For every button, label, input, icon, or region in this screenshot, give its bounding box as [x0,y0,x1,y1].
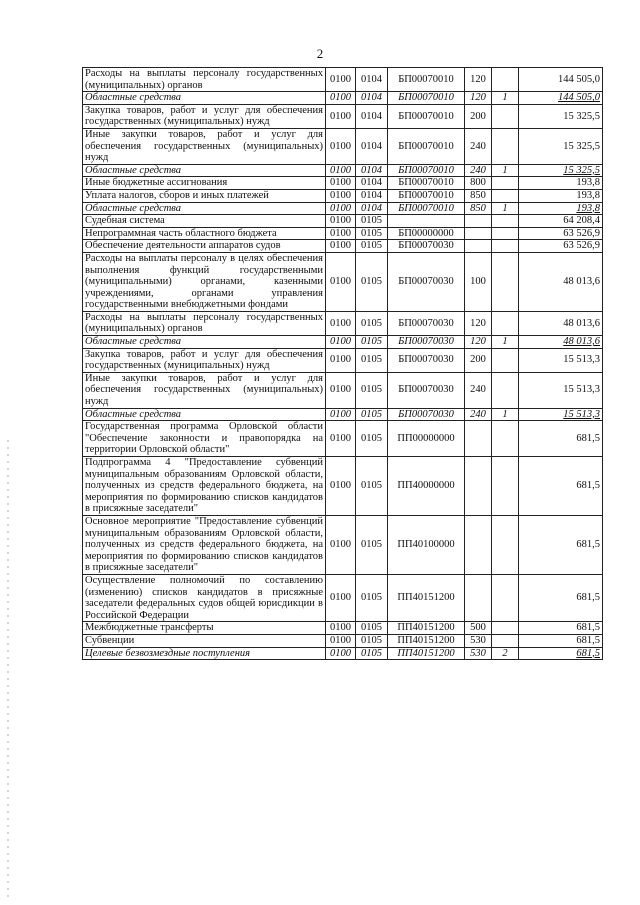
row-section-code: 0100 [326,227,356,240]
row-expense-type: 200 [465,348,492,372]
row-amount: 15 513,3 [519,408,603,421]
row-expense-type: 240 [465,408,492,421]
row-funding-source [492,515,519,574]
row-section-code: 0100 [326,68,356,92]
table-row [83,252,603,311]
table-row [83,348,603,372]
row-expense-type: 120 [465,311,492,335]
row-name: Обеспечение деятельности аппаратов судов [83,240,326,253]
row-section-code: 0100 [326,336,356,349]
row-target-article: ПП40000000 [388,457,465,516]
row-amount: 48 013,6 [519,336,603,349]
row-expense-type: 240 [465,372,492,408]
row-amount: 63 526,9 [519,240,603,253]
row-amount: 681,5 [519,515,603,574]
row-expense-type: 120 [465,92,492,105]
row-subsection-code: 0104 [356,202,388,215]
row-target-article: БП00000000 [388,227,465,240]
row-subsection-code: 0105 [356,515,388,574]
row-expense-type: 800 [465,177,492,190]
row-section-code: 0100 [326,647,356,660]
row-amount: 144 505,0 [519,92,603,105]
row-expense-type: 120 [465,336,492,349]
row-expense-type: 240 [465,128,492,164]
row-target-article: БП00070010 [388,189,465,202]
row-section-code: 0100 [326,348,356,372]
row-name: Субвенции [83,634,326,647]
row-funding-source: 1 [492,408,519,421]
row-target-article: БП00070010 [388,68,465,92]
row-name: Расходы на выплаты персоналу государственных (муниципальных) органов [83,68,326,92]
row-expense-type [465,515,492,574]
row-name: Областные средства [83,92,326,105]
row-funding-source [492,311,519,335]
row-name: Уплата налогов, сборов и иных платежей [83,189,326,202]
row-target-article [388,215,465,228]
row-name: Межбюджетные трансферты [83,622,326,635]
table-row [83,92,603,105]
row-target-article: ПП40151200 [388,622,465,635]
row-funding-source: 1 [492,92,519,105]
row-target-article: БП00070030 [388,240,465,253]
row-section-code: 0100 [326,128,356,164]
row-expense-type: 530 [465,647,492,660]
table-row [83,622,603,635]
row-name: Непрограммная часть областного бюджета [83,227,326,240]
row-section-code: 0100 [326,240,356,253]
row-funding-source: 2 [492,647,519,660]
table-row [83,647,603,660]
row-expense-type: 240 [465,164,492,177]
row-subsection-code: 0104 [356,92,388,105]
row-section-code: 0100 [326,164,356,177]
row-section-code: 0100 [326,574,356,621]
table-row [83,177,603,190]
row-name: Закупка товаров, работ и услуг для обеспечения государственных (муниципальных) нужд [83,348,326,372]
row-target-article: ПП40151200 [388,647,465,660]
row-target-article: БП00070030 [388,408,465,421]
table-row [83,634,603,647]
row-funding-source [492,457,519,516]
table-row [83,68,603,92]
row-name: Подпрограмма 4 "Предоставление субвенций муниципальным образованиям Орловской области, полученных из средств федерального бюджета, на мероприятия по формированию списков кандидатов в присяжные заседатели" [83,457,326,516]
row-amount: 681,5 [519,421,603,457]
row-subsection-code: 0105 [356,647,388,660]
row-section-code: 0100 [326,408,356,421]
row-target-article: ПП00000000 [388,421,465,457]
table-row [83,421,603,457]
row-subsection-code: 0104 [356,177,388,190]
row-subsection-code: 0104 [356,68,388,92]
table-row [83,457,603,516]
row-target-article: БП00070010 [388,128,465,164]
row-subsection-code: 0105 [356,240,388,253]
row-name: Областные средства [83,336,326,349]
row-subsection-code: 0105 [356,457,388,516]
row-subsection-code: 0104 [356,128,388,164]
row-funding-source [492,177,519,190]
row-amount: 48 013,6 [519,252,603,311]
row-funding-source [492,622,519,635]
row-section-code: 0100 [326,421,356,457]
row-section-code: 0100 [326,457,356,516]
row-name: Иные закупки товаров, работ и услуг для обеспечения государственных (муниципальных) нужд [83,128,326,164]
scan-margin-marks [7,440,9,900]
row-subsection-code: 0105 [356,215,388,228]
row-expense-type: 500 [465,622,492,635]
row-subsection-code: 0104 [356,104,388,128]
row-subsection-code: 0105 [356,408,388,421]
row-section-code: 0100 [326,634,356,647]
row-section-code: 0100 [326,515,356,574]
row-subsection-code: 0105 [356,622,388,635]
row-target-article: ПП40151200 [388,634,465,647]
row-expense-type [465,421,492,457]
row-subsection-code: 0104 [356,164,388,177]
row-amount: 681,5 [519,647,603,660]
row-funding-source [492,128,519,164]
row-funding-source [492,227,519,240]
page-number: 2 [316,46,324,61]
table-row [83,164,603,177]
row-target-article: БП00070030 [388,348,465,372]
row-amount: 15 513,3 [519,372,603,408]
row-target-article: БП00070010 [388,202,465,215]
budget-table-body [83,68,603,660]
row-section-code: 0100 [326,189,356,202]
row-expense-type [465,240,492,253]
row-amount: 15 325,5 [519,164,603,177]
row-subsection-code: 0105 [356,227,388,240]
row-expense-type: 850 [465,189,492,202]
row-amount: 63 526,9 [519,227,603,240]
row-funding-source [492,215,519,228]
row-amount: 15 325,5 [519,128,603,164]
row-target-article: БП00070010 [388,92,465,105]
budget-table [82,67,603,660]
row-expense-type: 120 [465,68,492,92]
row-section-code: 0100 [326,202,356,215]
row-name: Расходы на выплаты персоналу в целях обеспечения выполнения функций государственными (муниципальными) органами, казенными учреждениями, органами управления государственными внебюджетными фондами [83,252,326,311]
row-funding-source [492,240,519,253]
row-name: Осуществление полномочий по составлению (изменению) списков кандидатов в присяжные заседатели федеральных судов общей юрисдикции в Российской Федерации [83,574,326,621]
row-section-code: 0100 [326,215,356,228]
row-funding-source [492,189,519,202]
table-row [83,408,603,421]
row-amount: 681,5 [519,574,603,621]
row-section-code: 0100 [326,104,356,128]
row-funding-source: 1 [492,336,519,349]
row-expense-type: 200 [465,104,492,128]
row-expense-type [465,574,492,621]
row-name: Расходы на выплаты персоналу государственных (муниципальных) органов [83,311,326,335]
row-subsection-code: 0105 [356,372,388,408]
row-subsection-code: 0105 [356,574,388,621]
row-section-code: 0100 [326,177,356,190]
row-amount: 15 325,5 [519,104,603,128]
table-row [83,189,603,202]
row-name: Целевые безвозмездные поступления [83,647,326,660]
table-row [83,336,603,349]
row-target-article: БП00070030 [388,252,465,311]
row-subsection-code: 0105 [356,311,388,335]
table-row [83,128,603,164]
row-section-code: 0100 [326,92,356,105]
table-row [83,574,603,621]
row-amount: 681,5 [519,634,603,647]
row-amount: 48 013,6 [519,311,603,335]
table-row [83,215,603,228]
row-subsection-code: 0105 [356,348,388,372]
row-funding-source [492,252,519,311]
row-funding-source [492,372,519,408]
row-section-code: 0100 [326,252,356,311]
row-target-article: ПП40151200 [388,574,465,621]
row-section-code: 0100 [326,372,356,408]
row-target-article: БП00070030 [388,372,465,408]
row-amount: 681,5 [519,622,603,635]
row-subsection-code: 0104 [356,189,388,202]
row-funding-source [492,348,519,372]
row-amount: 15 513,3 [519,348,603,372]
table-row [83,202,603,215]
row-funding-source [492,68,519,92]
row-name: Иные закупки товаров, работ и услуг для обеспечения государственных (муниципальных) нужд [83,372,326,408]
table-row [83,372,603,408]
row-target-article: БП00070010 [388,164,465,177]
row-funding-source: 1 [492,202,519,215]
row-section-code: 0100 [326,311,356,335]
row-target-article: БП00070030 [388,336,465,349]
row-target-article: БП00070010 [388,104,465,128]
row-amount: 193,8 [519,177,603,190]
row-amount: 144 505,0 [519,68,603,92]
row-name: Закупка товаров, работ и услуг для обеспечения государственных (муниципальных) нужд [83,104,326,128]
row-name: Государственная программа Орловской области "Обеспечение законности и правопорядка на территории Орловской области" [83,421,326,457]
table-row [83,515,603,574]
row-name: Областные средства [83,408,326,421]
row-target-article: ПП40100000 [388,515,465,574]
row-funding-source: 1 [492,164,519,177]
row-expense-type: 100 [465,252,492,311]
row-funding-source [492,421,519,457]
row-target-article: БП00070030 [388,311,465,335]
row-name: Судебная система [83,215,326,228]
row-target-article: БП00070010 [388,177,465,190]
table-row [83,104,603,128]
row-expense-type [465,457,492,516]
row-expense-type: 530 [465,634,492,647]
table-row [83,311,603,335]
row-expense-type [465,227,492,240]
row-subsection-code: 0105 [356,634,388,647]
row-amount: 193,8 [519,202,603,215]
row-subsection-code: 0105 [356,252,388,311]
row-subsection-code: 0105 [356,421,388,457]
row-funding-source [492,634,519,647]
row-subsection-code: 0105 [356,336,388,349]
table-row [83,227,603,240]
row-amount: 64 208,4 [519,215,603,228]
row-expense-type: 850 [465,202,492,215]
row-section-code: 0100 [326,622,356,635]
row-name: Иные бюджетные ассигнования [83,177,326,190]
row-amount: 193,8 [519,189,603,202]
table-row [83,240,603,253]
row-name: Областные средства [83,202,326,215]
row-expense-type [465,215,492,228]
row-name: Основное мероприятие "Предоставление субвенций муниципальным образованиям Орловской области, полученных из средств федерального бюджета, на мероприятия по формированию списков кандидатов в присяжные заседатели" [83,515,326,574]
row-amount: 681,5 [519,457,603,516]
row-name: Областные средства [83,164,326,177]
row-funding-source [492,574,519,621]
row-funding-source [492,104,519,128]
